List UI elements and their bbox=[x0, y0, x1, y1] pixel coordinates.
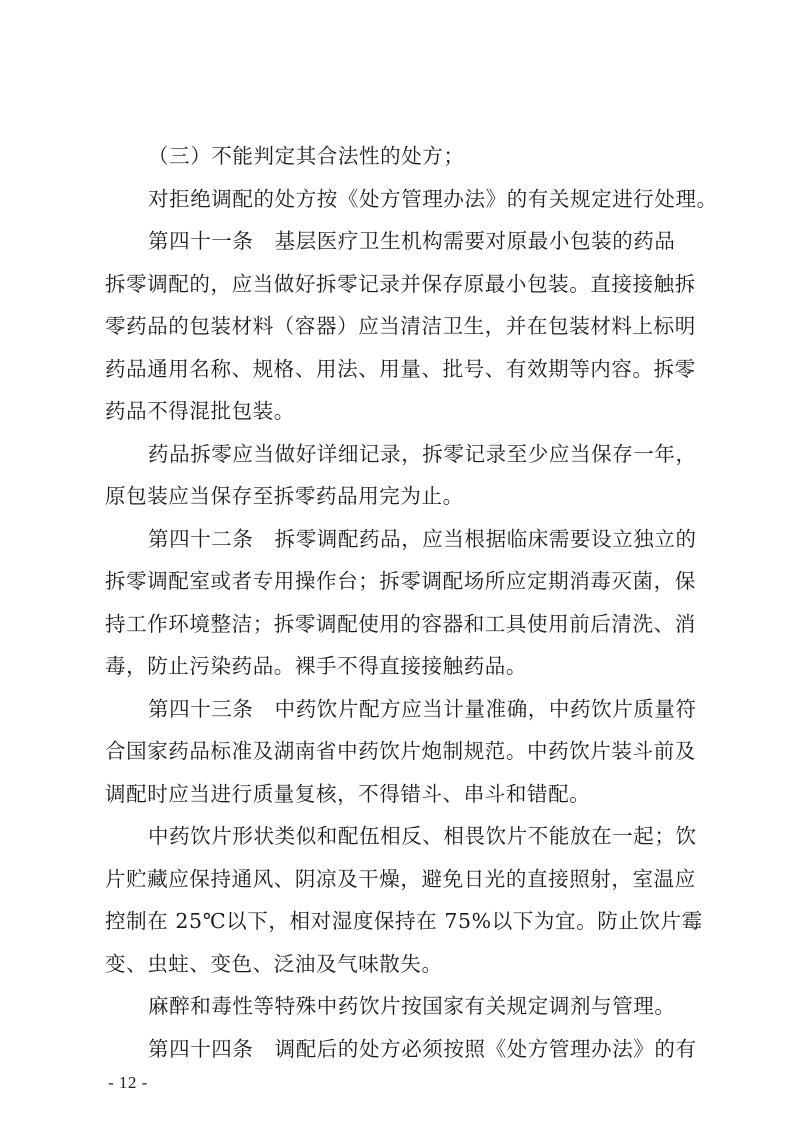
text-line: 持工作环境整洁；拆零调配使用的容器和工具使用前后清洗、消 bbox=[105, 612, 696, 636]
text-line: 对拒绝调配的处方按《处方管理办法》的有关规定进行处理。 bbox=[148, 187, 718, 211]
article-41-heading-line: 第四十一条 基层医疗卫生机构需要对原最小包装的药品 bbox=[148, 229, 676, 253]
text-line: （三）不能判定其合法性的处方； bbox=[148, 144, 465, 168]
text-line: 毒，防止污染药品。裸手不得直接接触药品。 bbox=[105, 654, 527, 678]
page-number: - 12 - bbox=[108, 1073, 148, 1092]
article-44-heading-line: 第四十四条 调配后的处方必须按照《处方管理办法》的有 bbox=[148, 1037, 697, 1061]
text-line: 中药饮片形状类似和配伍相反、相畏饮片不能放在一起；饮 bbox=[148, 824, 697, 848]
article-43-heading-line: 第四十三条 中药饮片配方应当计量准确，中药饮片质量符 bbox=[148, 697, 697, 721]
text-line: 片贮藏应保持通风、阴凉及干燥，避免日光的直接照射，室温应 bbox=[105, 867, 696, 891]
text-line: 原包装应当保存至拆零药品用完为止。 bbox=[105, 484, 464, 508]
text-line: 拆零调配的，应当做好拆零记录并保存原最小包装。直接接触拆 bbox=[105, 272, 696, 296]
text-line: 麻醉和毒性等特殊中药饮片按国家有关规定调剂与管理。 bbox=[148, 994, 676, 1018]
text-line: 变、虫蛀、变色、泛油及气味散失。 bbox=[105, 952, 443, 976]
text-line: 药品通用名称、规格、用法、用量、批号、有效期等内容。拆零 bbox=[105, 357, 696, 381]
text-line: 合国家药品标准及湖南省中药饮片炮制规范。中药饮片装斗前及 bbox=[105, 739, 696, 763]
text-line: 控制在 25℃以下，相对湿度保持在 75%以下为宜。防止饮片霉 bbox=[105, 909, 703, 933]
article-42-heading-line: 第四十二条 拆零调配药品，应当根据临床需要设立独立的 bbox=[148, 527, 697, 551]
text-line: 调配时应当进行质量复核，不得错斗、串斗和错配。 bbox=[105, 782, 591, 806]
text-line: 药品不得混批包装。 bbox=[105, 399, 295, 423]
text-line: 拆零调配室或者专用操作台；拆零调配场所应定期消毒灭菌，保 bbox=[105, 569, 696, 593]
text-line: 零药品的包装材料（容器）应当清洁卫生，并在包装材料上标明 bbox=[105, 314, 696, 338]
text-line: 药品拆零应当做好详细记录，拆零记录至少应当保存一年， bbox=[148, 442, 697, 466]
